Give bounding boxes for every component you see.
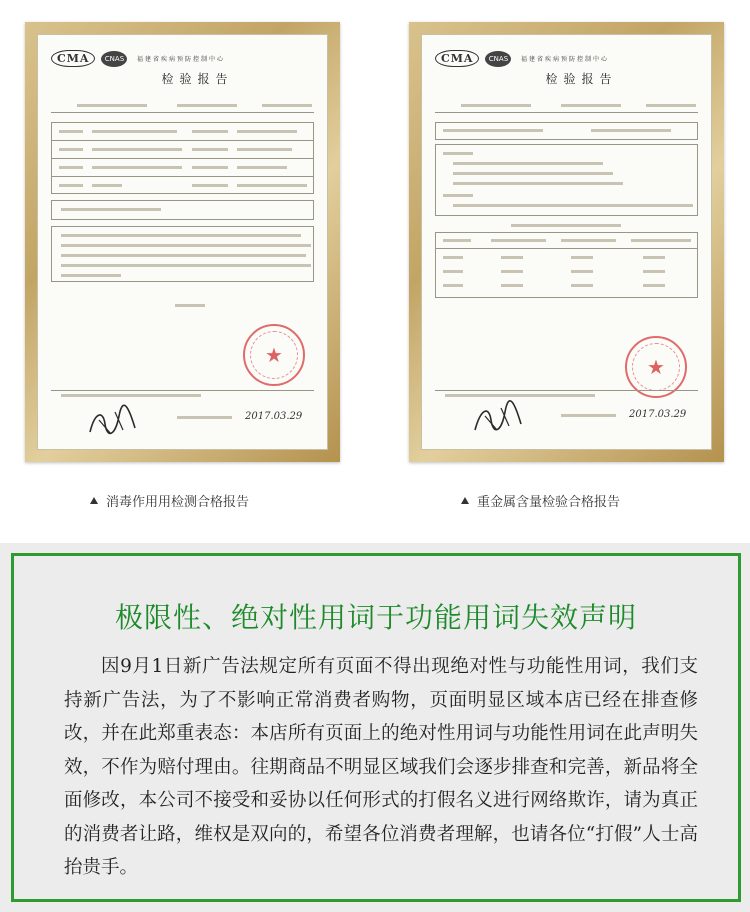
certificate-title: 检验报告 <box>545 72 618 86</box>
text-line <box>177 416 232 419</box>
text-line <box>177 104 237 107</box>
divider <box>51 390 314 391</box>
text-line <box>461 104 531 107</box>
text-line <box>61 394 201 397</box>
certificate-logos <box>51 50 127 67</box>
certificate-logos <box>435 50 511 67</box>
text-line <box>491 239 546 242</box>
divider <box>51 176 314 177</box>
text-line <box>59 130 83 133</box>
certificate-org-name: 福建省疾病预防控制中心 <box>521 56 610 63</box>
disclaimer-notice <box>11 553 741 902</box>
text-line <box>92 130 177 133</box>
text-line <box>192 184 228 187</box>
official-seal <box>243 324 305 386</box>
caption-heavy-metal-report <box>461 491 620 510</box>
notice-body: 因9月1日新广告法规定所有页面不得出现绝对性与功能性用词，我们支持新广告法，为了不影响正常消费者购物，页面明显区域本店已经在排查修改，并在此郑重表态：本店所有页面上的绝对性用词与功能性用词在此声明失效，不作为赔付理由。往期商品不明显区域我们会逐步排查和完善，新品将全面修改，本公司不接受和妥协以任何形式的打假名义进行网络欺诈，请为真正的消费者让路，维权是双向的，希望各位消费者理解，也请各位“打假”人士高抬贵手。 <box>64 656 698 878</box>
text-line <box>59 148 83 151</box>
divider <box>435 112 698 113</box>
triangle-up-icon <box>461 497 469 504</box>
signature-date: 2017.03.29 <box>629 409 687 420</box>
text-line <box>443 194 473 197</box>
text-line <box>443 270 463 273</box>
text-line <box>571 284 593 287</box>
cnas-logo: CNAS <box>485 51 511 67</box>
text-line <box>643 256 665 259</box>
divider <box>51 140 314 141</box>
cma-logo: CMA <box>51 50 95 67</box>
text-line <box>443 129 543 132</box>
text-line <box>443 284 463 287</box>
official-seal <box>625 336 687 398</box>
divider <box>435 248 698 249</box>
text-line <box>61 254 306 257</box>
text-line <box>571 270 593 273</box>
text-line <box>237 148 292 151</box>
divider <box>51 112 314 113</box>
caption-text: 消毒作用用检测合格报告 <box>106 495 250 510</box>
text-line <box>501 256 523 259</box>
text-line <box>643 270 665 273</box>
signature <box>469 396 529 440</box>
text-line <box>646 104 696 107</box>
text-line <box>61 208 161 211</box>
text-line <box>61 264 311 267</box>
certificate-frame-heavy-metal <box>409 22 724 462</box>
text-line <box>591 129 671 132</box>
text-line <box>237 130 297 133</box>
text-line <box>561 414 616 417</box>
text-line <box>175 304 205 307</box>
text-line <box>59 184 83 187</box>
certificate-title: 检验报告 <box>161 72 234 86</box>
text-line <box>453 172 613 175</box>
text-line <box>92 148 182 151</box>
text-line <box>237 184 307 187</box>
signature-date: 2017.03.29 <box>245 411 303 422</box>
star-icon: ★ <box>265 343 283 367</box>
star-icon: ★ <box>647 355 665 379</box>
text-line <box>443 256 463 259</box>
caption-disinfection-report <box>90 491 249 510</box>
text-line <box>92 184 122 187</box>
cnas-logo: CNAS <box>101 51 127 67</box>
text-line <box>237 166 287 169</box>
text-line <box>501 270 523 273</box>
certificate-paper <box>421 34 712 450</box>
text-line <box>511 224 621 227</box>
text-line <box>192 148 228 151</box>
text-line <box>571 256 593 259</box>
text-line <box>453 182 623 185</box>
text-line <box>61 274 121 277</box>
text-line <box>192 130 228 133</box>
certificate-frame-disinfection <box>25 22 340 462</box>
text-line <box>262 104 312 107</box>
text-line <box>61 234 301 237</box>
text-line <box>453 162 603 165</box>
text-line <box>453 204 693 207</box>
text-line <box>61 244 311 247</box>
notice-title: 极限性、绝对性用词于功能用词失效声明 <box>114 601 637 634</box>
text-line <box>192 166 228 169</box>
text-line <box>643 284 665 287</box>
triangle-up-icon <box>90 497 98 504</box>
caption-text: 重金属含量检验合格报告 <box>477 495 621 510</box>
text-line <box>77 104 147 107</box>
text-line <box>443 152 473 155</box>
cma-logo: CMA <box>435 50 479 67</box>
divider <box>435 390 698 391</box>
text-line <box>561 239 616 242</box>
text-line <box>501 284 523 287</box>
divider <box>51 158 314 159</box>
text-line <box>443 239 471 242</box>
text-line <box>92 166 182 169</box>
certificate-paper <box>37 34 328 450</box>
signature <box>85 402 145 442</box>
text-line <box>631 239 691 242</box>
text-line <box>59 166 83 169</box>
text-line <box>561 104 621 107</box>
certificate-org-name: 福建省疾病预防控制中心 <box>137 56 226 63</box>
